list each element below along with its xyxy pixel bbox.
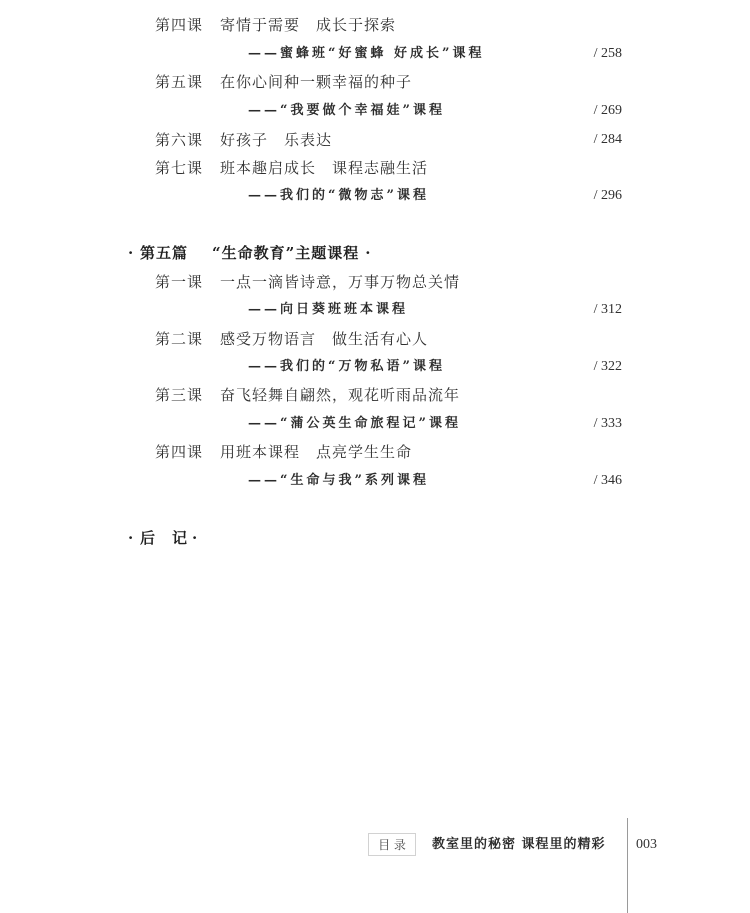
- lesson-title: 班本趣启成长 课程志融生活: [220, 159, 429, 177]
- lesson-number: 第四课: [155, 16, 204, 34]
- running-book-title: 教室里的秘密 课程里的精彩: [432, 837, 606, 852]
- page-reference: / 269: [593, 103, 622, 118]
- lesson-number: 第七课: [155, 159, 204, 177]
- page-reference: / 312: [593, 302, 622, 317]
- footer-section-label: 目 录: [368, 833, 416, 856]
- page-reference: / 322: [593, 359, 622, 374]
- page-reference: / 333: [593, 416, 622, 431]
- part-heading: [128, 243, 373, 263]
- page-reference: / 258: [593, 46, 622, 61]
- lesson-title: 好孩子 乐表达: [220, 131, 333, 149]
- lesson-subtitle: ——“生命与我”系列课程: [248, 473, 429, 488]
- lesson-title: 感受万物语言 做生活有心人: [220, 330, 429, 348]
- heading-marker: ·: [128, 529, 135, 547]
- toc-lesson-line: [155, 385, 460, 405]
- lesson-number: 第五课: [155, 73, 204, 91]
- toc-lesson-line: [155, 329, 428, 349]
- lesson-subtitle: ——蜜蜂班“好蜜蜂 好成长”课程: [248, 46, 485, 61]
- page-reference: / 296: [593, 188, 622, 203]
- lesson-subtitle: ——“蒲公英生命旅程记”课程: [248, 416, 461, 431]
- heading-marker: ·: [365, 244, 372, 262]
- part-title: “生命教育”主题课程: [212, 244, 360, 262]
- heading-marker: ·: [192, 529, 199, 547]
- lesson-subtitle: ——“我要做个幸福娃”课程: [248, 103, 445, 118]
- lesson-number: 第一课: [155, 273, 204, 291]
- page-reference: / 346: [593, 473, 622, 488]
- afterword-title: 后 记: [140, 529, 189, 547]
- lesson-subtitle: ——向日葵班班本课程: [248, 302, 409, 317]
- toc-lesson-line: [155, 158, 428, 178]
- part-number: 第五篇: [140, 244, 189, 262]
- toc-lesson-line: [155, 72, 412, 92]
- afterword-heading: [128, 528, 200, 548]
- page-reference: / 284: [593, 132, 622, 147]
- toc-lesson-line: [155, 130, 332, 150]
- toc-lesson-line: [155, 15, 396, 35]
- lesson-number: 第六课: [155, 131, 204, 149]
- heading-marker: ·: [128, 244, 135, 262]
- lesson-number: 第二课: [155, 330, 204, 348]
- lesson-title: 在你心间种一颗幸福的种子: [220, 73, 413, 91]
- toc-lesson-line: [155, 442, 412, 462]
- lesson-subtitle: ——我们的“万物私语”课程: [248, 359, 445, 374]
- lesson-title: 奋飞轻舞自翩然，观花听雨品流年: [220, 386, 461, 404]
- lesson-number: 第三课: [155, 386, 204, 404]
- lesson-title: 寄情于需要 成长于探索: [220, 16, 397, 34]
- page-number: 003: [636, 837, 657, 852]
- lesson-title: 一点一滴皆诗意，万事万物总关情: [220, 273, 461, 291]
- footer-divider: [627, 818, 628, 913]
- lesson-title: 用班本课程 点亮学生生命: [220, 443, 413, 461]
- lesson-number: 第四课: [155, 443, 204, 461]
- lesson-subtitle: ——我们的“微物志”课程: [248, 188, 429, 203]
- toc-lesson-line: [155, 272, 460, 292]
